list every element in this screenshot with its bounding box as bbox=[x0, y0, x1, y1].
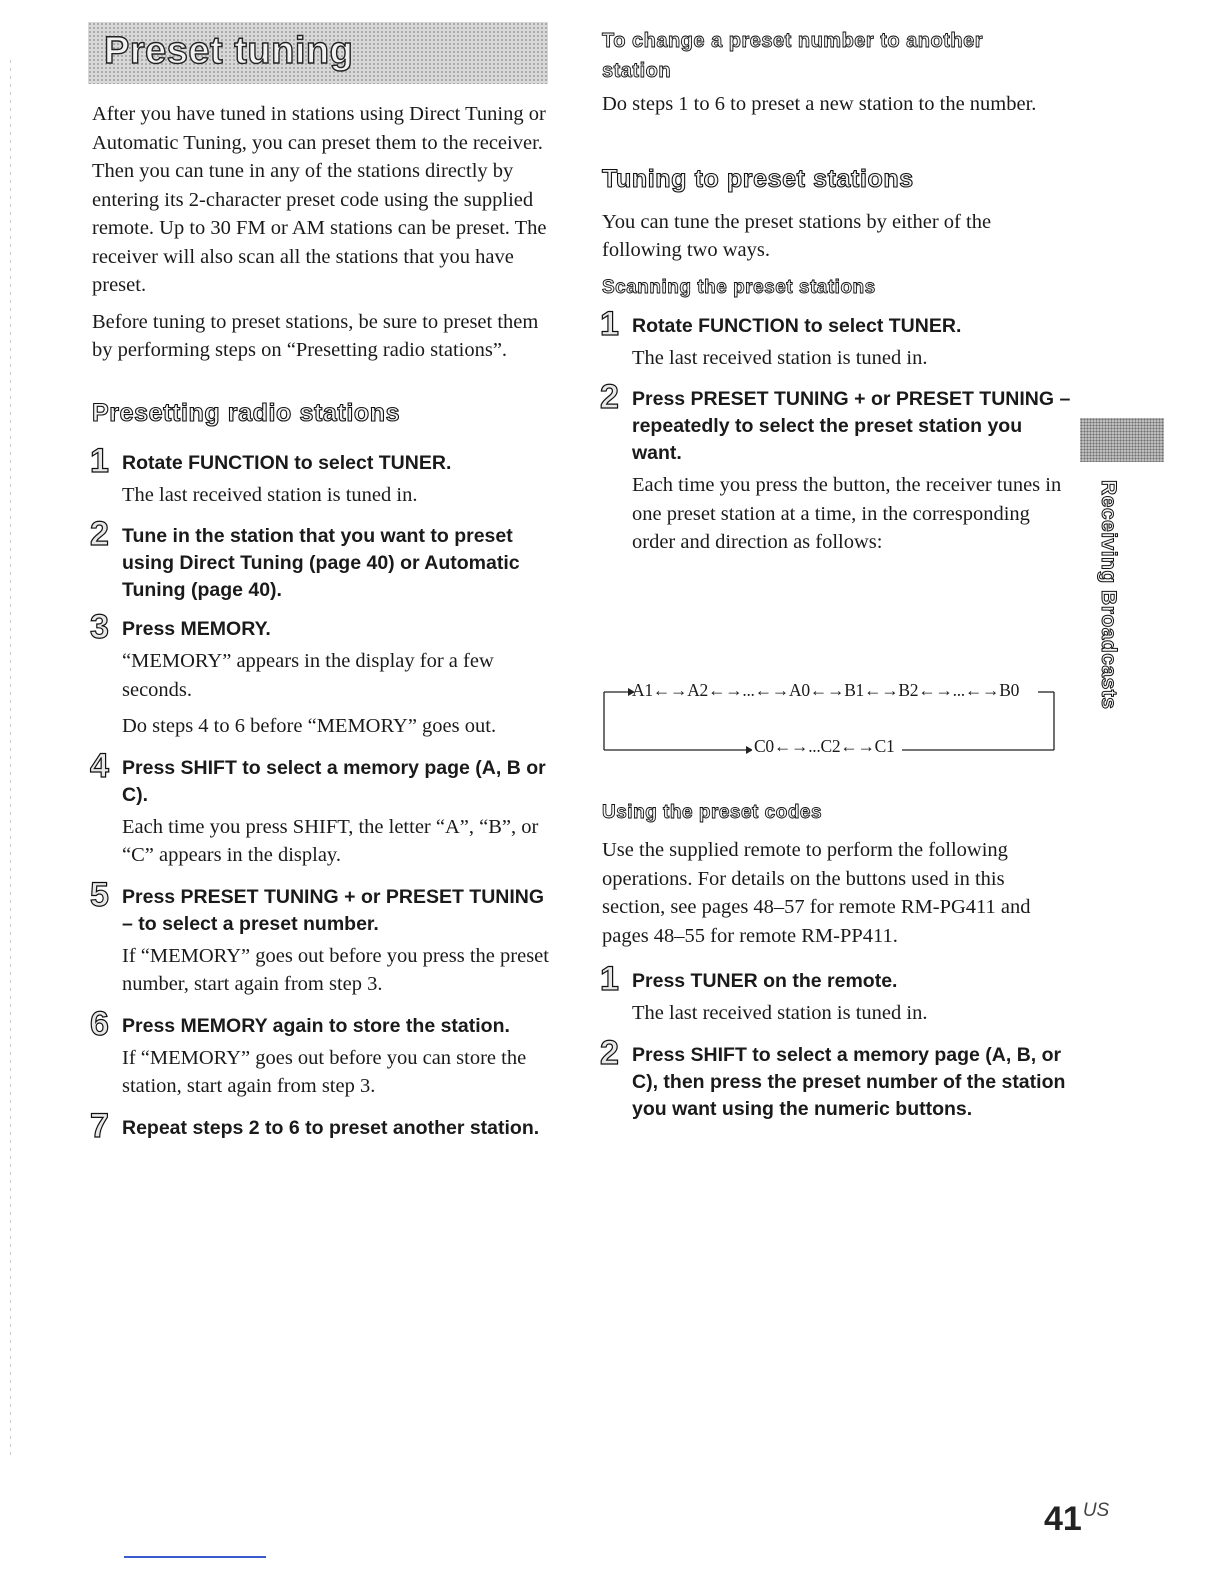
presetting-step-3 bbox=[90, 608, 552, 741]
step-heading: Tune in the station that you want to preset using Direct Tuning (page 40) or Automatic Tuning (page 40). bbox=[122, 525, 520, 601]
step-text: Do steps 4 to 6 before “MEMORY” goes out. bbox=[122, 715, 497, 737]
codes-steps bbox=[600, 960, 1072, 1123]
codes-heading: Using the preset codes bbox=[602, 802, 823, 823]
step-text: Each time you press the button, the receiver tunes in one preset station at a time, in the corresponding order and direction as follows: bbox=[632, 474, 1062, 553]
page-number bbox=[1044, 1500, 1109, 1539]
scanning-heading: Scanning the preset stations bbox=[602, 276, 876, 298]
step-number: 2 bbox=[600, 1033, 619, 1072]
step-number: 1 bbox=[90, 441, 109, 480]
step-text: The last received station is tuned in. bbox=[122, 483, 418, 506]
section-side-label bbox=[1092, 480, 1122, 750]
presetting-heading: Presetting radio stations bbox=[92, 398, 401, 427]
presetting-steps bbox=[90, 441, 552, 1145]
codes-intro: Use the supplied remote to perform the following operations. For details on the buttons used in this section, see pages 48–57 for remote RM-PG411 and pages 48–55 for remote RM-PP411. bbox=[602, 839, 1031, 947]
scanning-step-1 bbox=[600, 304, 1072, 373]
step-heading: Press MEMORY again to store the station. bbox=[122, 1014, 510, 1037]
change-text: Do steps 1 to 6 to preset a new station to the number. bbox=[602, 93, 1037, 115]
section-side-label-text: Receiving Broadcasts bbox=[1097, 480, 1120, 710]
step-heading: Press MEMORY. bbox=[122, 618, 271, 640]
step-number: 4 bbox=[90, 746, 109, 785]
right-column bbox=[602, 26, 1072, 557]
diagram-row-a-b: A1←→A2←→...←→A0←→B1←→B2←→...←→B0 bbox=[632, 680, 1020, 700]
footer-rule bbox=[124, 1556, 266, 1558]
step-heading: Press SHIFT to select a memory page (A, B or C). bbox=[122, 756, 546, 806]
step-number: 3 bbox=[90, 608, 109, 646]
diagram-row-c: C0←→...C2←→C1 bbox=[754, 736, 895, 756]
presetting-step-1 bbox=[90, 441, 552, 510]
right-column-lower bbox=[602, 802, 1072, 1123]
step-heading: Press TUNER on the remote. bbox=[632, 970, 898, 992]
page-title: Preset tuning bbox=[104, 30, 354, 72]
step-text: Each time you press SHIFT, the letter “A”, “B”, or “C” appears in the display. bbox=[122, 815, 539, 866]
step-heading: Press PRESET TUNING + or PRESET TUNING – repeatedly to select the preset station you want. bbox=[632, 388, 1071, 464]
step-heading: Repeat steps 2 to 6 to preset another station. bbox=[122, 1116, 540, 1139]
intro-paragraph-2: Before tuning to preset stations, be sure to preset them by performing steps on “Presetting radio stations”. bbox=[92, 310, 539, 361]
presetting-step-6 bbox=[90, 1004, 552, 1101]
step-heading: Rotate FUNCTION to select TUNER. bbox=[632, 314, 962, 337]
step-number: 5 bbox=[90, 875, 109, 914]
scanning-step-2 bbox=[600, 378, 1072, 557]
preset-order-diagram bbox=[602, 672, 1060, 762]
title-banner bbox=[88, 22, 548, 84]
left-column bbox=[90, 100, 552, 1145]
presetting-step-7 bbox=[90, 1106, 552, 1145]
tuning-heading: Tuning to preset stations bbox=[602, 164, 914, 193]
step-text: The last received station is tuned in. bbox=[632, 346, 928, 369]
page-number-suffix: US bbox=[1082, 1500, 1110, 1521]
presetting-step-2 bbox=[90, 515, 552, 604]
tuning-intro: You can tune the preset stations by either of the following two ways. bbox=[602, 210, 992, 261]
step-text: The last received station is tuned in. bbox=[632, 1002, 928, 1024]
intro-paragraph-1: After you have tuned in stations using Direct Tuning or Automatic Tuning, you can preset them to the receiver. Then you can tune in any of the stations directly by entering its 2-character preset code using the supplied remote. Up to 30 FM or AM stations can be preset. The receiver will also scan all the stations that you have preset. bbox=[92, 103, 547, 296]
step-heading: Press SHIFT to select a memory page (A, B, or C), then press the preset number of the station you want using the numeric buttons. bbox=[632, 1043, 1066, 1120]
step-number: 2 bbox=[600, 378, 619, 416]
step-text: “MEMORY” appears in the display for a few seconds. bbox=[122, 650, 494, 701]
page-edge-marks bbox=[10, 60, 11, 1460]
step-text: If “MEMORY” goes out before you can store the station, start again from step 3. bbox=[122, 1046, 527, 1097]
step-text: If “MEMORY” goes out before you press the preset number, start again from step 3. bbox=[122, 944, 549, 995]
page-number-value: 41 bbox=[1044, 1500, 1082, 1538]
step-number: 6 bbox=[90, 1004, 109, 1043]
presetting-step-5 bbox=[90, 875, 552, 999]
change-heading: To change a preset number to another station bbox=[602, 30, 984, 82]
step-heading: Rotate FUNCTION to select TUNER. bbox=[122, 451, 452, 474]
step-number: 7 bbox=[90, 1106, 109, 1145]
codes-step-1 bbox=[600, 960, 1072, 1028]
step-number: 2 bbox=[90, 515, 109, 553]
step-heading: Press PRESET TUNING + or PRESET TUNING – to select a preset number. bbox=[122, 885, 545, 935]
section-tab-marker bbox=[1080, 418, 1164, 462]
step-number: 1 bbox=[600, 304, 619, 343]
codes-step-2 bbox=[600, 1033, 1072, 1123]
presetting-step-4 bbox=[90, 746, 552, 870]
scanning-steps bbox=[600, 304, 1072, 557]
step-number: 1 bbox=[600, 960, 619, 998]
